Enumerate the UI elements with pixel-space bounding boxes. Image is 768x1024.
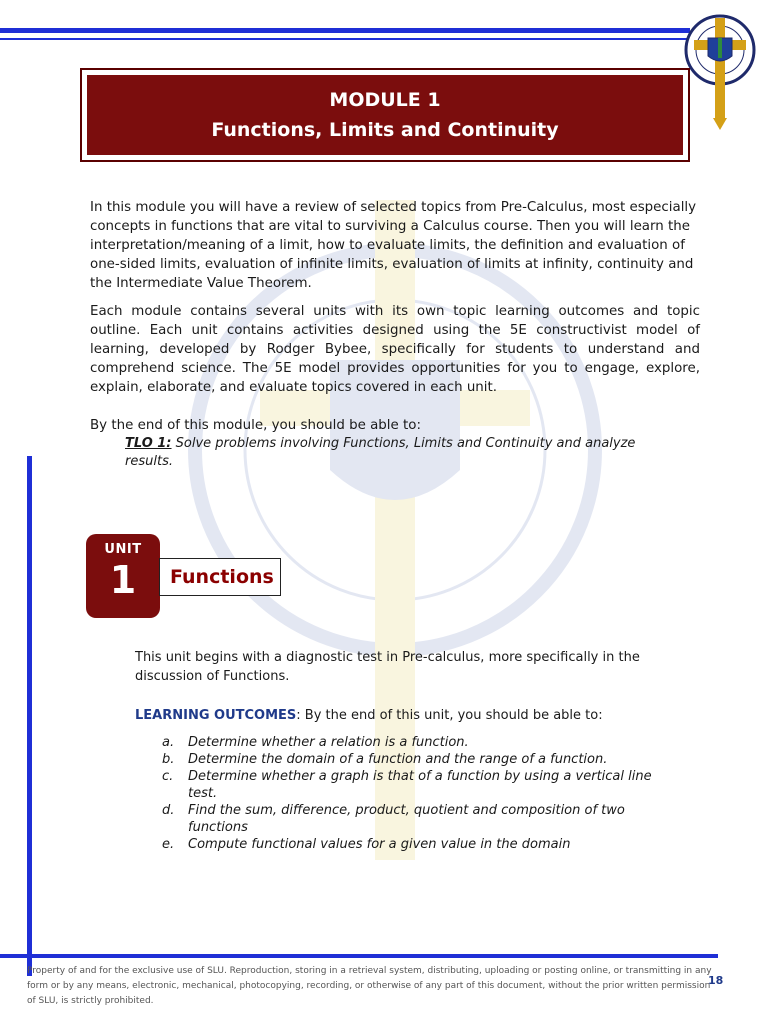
tlo-statement: [125, 435, 665, 471]
list-text: Determine whether a graph is that of a function by using a vertical line test.: [188, 769, 652, 801]
list-marker: a.: [162, 735, 175, 750]
list-marker: d.: [162, 803, 175, 818]
list-text: Compute functional values for a given value in the domain: [188, 837, 571, 852]
list-text: Determine the domain of a function and the range of a function.: [188, 752, 608, 767]
tlo-text: Solve problems involving Functions, Limits and Continuity and analyze results.: [125, 436, 636, 469]
university-seal-icon: [680, 10, 760, 130]
module-banner: [80, 68, 690, 162]
module-heading: MODULE 1: [329, 89, 441, 111]
unit-number: 1: [109, 558, 137, 602]
unit-intro: This unit begins with a diagnostic test in Pre-calculus, more specifically in the discussion of Functions.: [135, 650, 640, 684]
left-blue-rule: [27, 456, 32, 976]
bottom-blue-rule: [0, 954, 718, 958]
list-marker: e.: [162, 837, 175, 852]
list-item: [162, 802, 682, 836]
intro-paragraph-3: By the end of this module, you should be able to:: [90, 418, 421, 433]
learning-outcomes-text: : By the end of this unit, you should be able to:: [296, 708, 603, 723]
top-blue-rule-thin: [0, 38, 690, 40]
page-number: 18: [708, 974, 724, 987]
list-marker: c.: [162, 769, 174, 784]
module-title: Functions, Limits and Continuity: [211, 119, 559, 141]
list-item: [162, 751, 682, 768]
list-item: [162, 734, 682, 751]
learning-outcomes-line: [135, 706, 695, 725]
unit-badge: [86, 534, 160, 618]
list-item: [162, 836, 682, 853]
unit-label: UNIT: [104, 542, 142, 557]
intro-paragraph-2: Each module contains several units with its own topic learning outcomes and topic outline. Each unit contains activities designed using the 5E constructivist model of learning, developed by Rodger Bybee, specifically for students to understand and comprehend science. The 5E model provides opportunities for you to engage, explore, explain, elaborate, and evaluate topics covered in each unit.: [90, 304, 700, 395]
outcomes-list: [162, 734, 682, 853]
tlo-label: TLO 1:: [125, 436, 172, 451]
unit-title: Functions: [159, 558, 281, 596]
top-blue-rule: [0, 28, 690, 33]
list-item: [162, 768, 682, 802]
list-marker: b.: [162, 752, 175, 767]
copyright-footer: Property of and for the exclusive use of SLU. Reproduction, storing in a retrieval system, distributing, uploading or posting online, or transmitting in any form or by any means, electronic, mechanical, photocopying, recording, or otherwise of any part of this document, without the prior written permission of SLU, is strictly prohibited.: [27, 966, 712, 1006]
list-text: Find the sum, difference, product, quotient and composition of two functions: [188, 803, 625, 835]
list-text: Determine whether a relation is a function.: [188, 735, 469, 750]
intro-paragraph-1: In this module you will have a review of selected topics from Pre-Calculus, most especially concepts in functions that are vital to surviving a Calculus course. Then you will learn the interpretation/meaning of a limit, how to evaluate limits, the definition and evaluation of one-sided limits, evaluation of infinite limits, evaluation of limits at infinity, continuity and the Intermediate Value Theorem.: [90, 200, 697, 291]
learning-outcomes-label: LEARNING OUTCOMES: [135, 708, 297, 723]
